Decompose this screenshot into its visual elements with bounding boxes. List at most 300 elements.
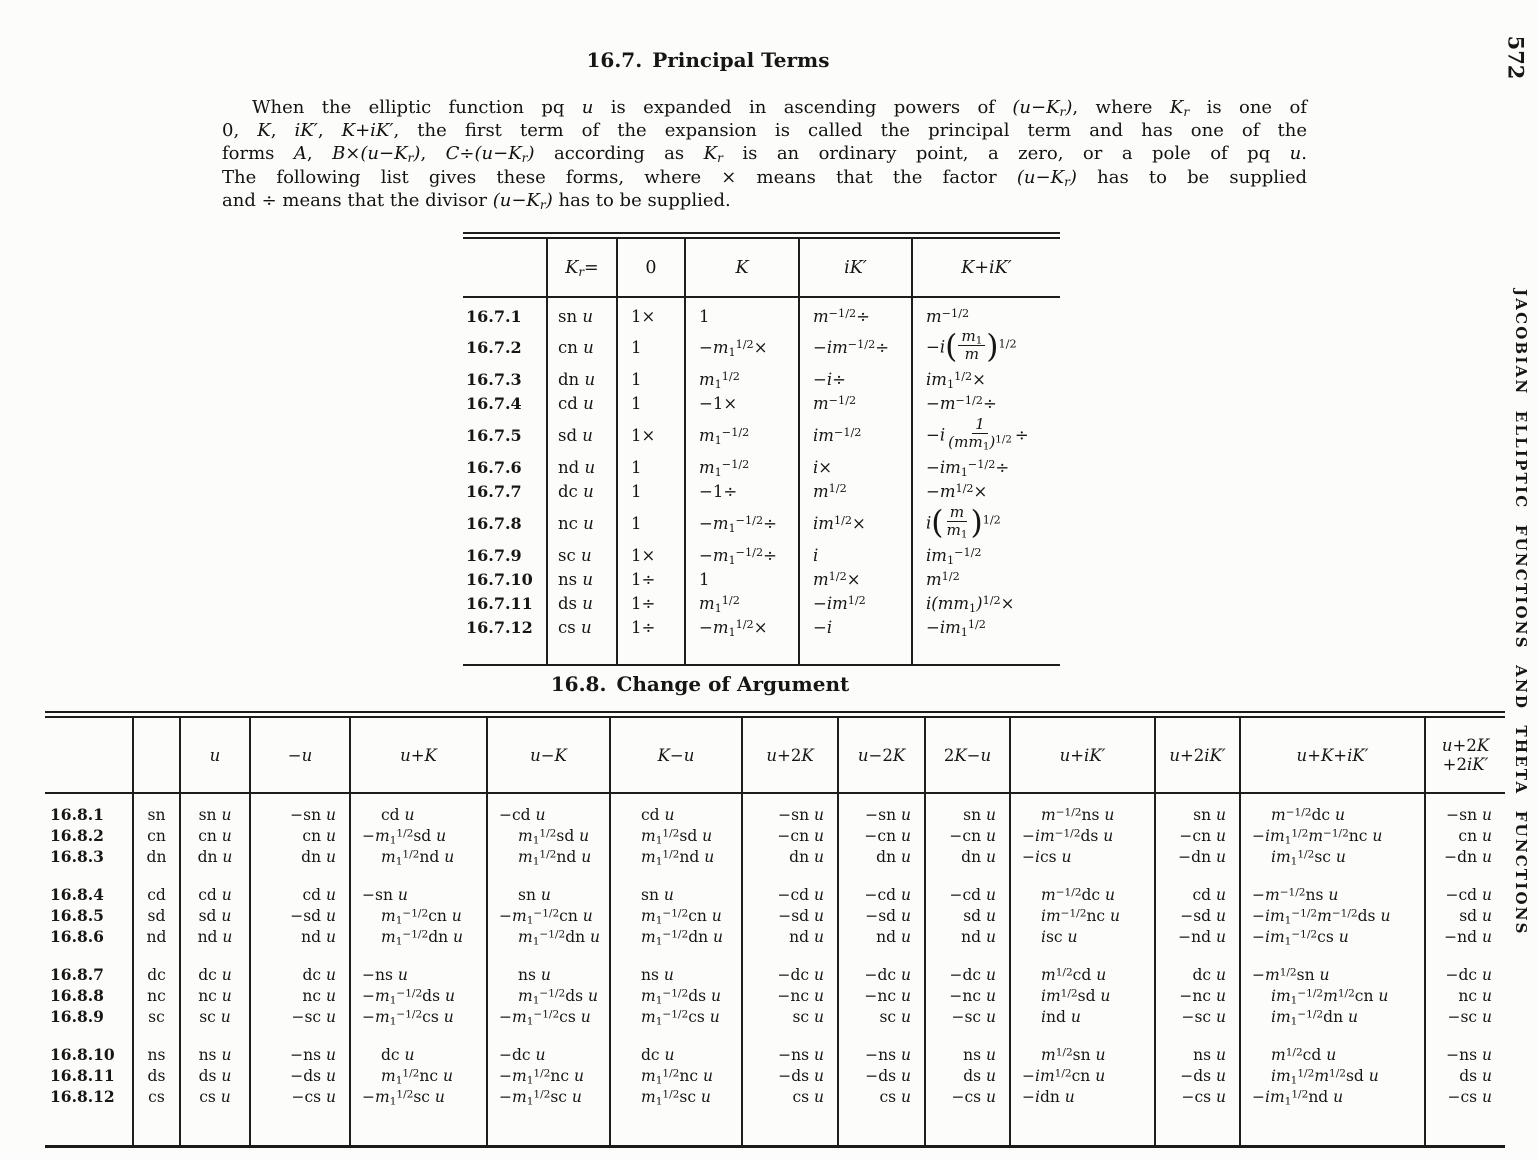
- column-header: u−2K: [838, 718, 925, 793]
- term-cell: i×: [799, 456, 912, 480]
- equation-number: 16.8.2: [50, 826, 104, 845]
- equation-number: 16.8.8: [50, 986, 104, 1005]
- table-row: [463, 368, 1060, 392]
- spacer-cell: [180, 1107, 250, 1147]
- spacer-cell: [1240, 793, 1425, 804]
- function-label: sn: [133, 804, 180, 825]
- term-cell: −i: [799, 616, 912, 640]
- column-header: iK′: [799, 239, 912, 297]
- value-cell: −sn u: [742, 804, 838, 825]
- spacer-cell: [350, 867, 487, 884]
- spacer-cell: [1010, 947, 1155, 964]
- corner-header: $K_r=$: [547, 239, 617, 297]
- value-cell: −sc u: [1425, 1006, 1505, 1027]
- intro-line: and ÷ means that the divisor $(u-K_r)$ has to be supplied.: [222, 189, 731, 212]
- spacer-cell: [742, 1107, 838, 1147]
- value-cell: ns u: [925, 1044, 1010, 1065]
- value-cell: $m_1^{-1/2}cs$ u: [610, 1006, 742, 1027]
- equation-number: 16.8.11: [50, 1066, 115, 1085]
- spacer-cell: [925, 867, 1010, 884]
- spacer-cell: [838, 947, 925, 964]
- value-cell: ns u: [610, 964, 742, 985]
- equation-number: 16.7.3: [466, 370, 522, 390]
- term-cell: 1: [617, 328, 685, 368]
- value-cell: nd u: [742, 926, 838, 947]
- value-cell: −cd u: [1425, 884, 1505, 905]
- value-cell: −ns u: [250, 1044, 350, 1065]
- value-cell: nc u: [250, 985, 350, 1006]
- spacer-cell: [610, 1107, 742, 1147]
- value-cell: cn u: [180, 825, 250, 846]
- intro-line: The following list gives these forms, where × means that the factor $(u-K_r)$ has to be supplied: [222, 166, 1307, 189]
- value-cell: $-m_1^{-1/2}ds$ u: [350, 985, 487, 1006]
- spacer-cell: [1010, 1027, 1155, 1044]
- value-cell: −dc u: [1425, 964, 1505, 985]
- value-cell: −nc u: [1155, 985, 1240, 1006]
- value-cell: dn u: [742, 846, 838, 867]
- value-cell: ds u: [180, 1065, 250, 1086]
- function-label: ds: [133, 1065, 180, 1086]
- value-cell: sd u: [925, 905, 1010, 926]
- value-cell: −dc u: [838, 964, 925, 985]
- value-cell: ns u: [1155, 1044, 1240, 1065]
- spacer-cell: [350, 1027, 487, 1044]
- value-cell: nd u: [925, 926, 1010, 947]
- function-label: dc u: [547, 480, 617, 504]
- value-cell: −nd u: [1425, 926, 1505, 947]
- value-cell: $-im_1^{-1/2}m^{-1/2}ds$ u: [1240, 905, 1425, 926]
- equation-number: 16.7.12: [466, 618, 533, 638]
- value-cell: −cd u: [838, 884, 925, 905]
- value-cell: −dn u: [1425, 846, 1505, 867]
- value-cell: −sc u: [925, 1006, 1010, 1027]
- column-header: 2K−u: [925, 718, 1010, 793]
- table-row: [45, 825, 1505, 846]
- value-cell: cs u: [742, 1086, 838, 1107]
- value-cell: −dc u: [925, 964, 1010, 985]
- value-cell: cn u: [1425, 825, 1505, 846]
- equation-number: 16.7.9: [466, 546, 522, 566]
- value-cell: $im^{-1/2}nc$ u: [1010, 905, 1155, 926]
- column-header: u+2K: [742, 718, 838, 793]
- double-rule: [45, 711, 1505, 718]
- equation-number: 16.7.5: [466, 426, 522, 446]
- value-cell: isc u: [1010, 926, 1155, 947]
- function-label: cn u: [547, 328, 617, 368]
- term-cell: $-m^{-1/2}\div$: [912, 392, 1060, 416]
- value-cell: −cd u: [742, 884, 838, 905]
- value-cell: −nc u: [925, 985, 1010, 1006]
- value-cell: dc u: [180, 964, 250, 985]
- table-row: [45, 846, 1505, 867]
- value-cell: $-im^{1/2}cn$ u: [1010, 1065, 1155, 1086]
- value-cell: −cn u: [838, 825, 925, 846]
- equation-number: 16.8.1: [50, 805, 104, 824]
- column-header: K: [685, 239, 799, 297]
- spacer-cell: [180, 867, 250, 884]
- equation-number: 16.8.12: [50, 1087, 115, 1106]
- spacer-cell: [1010, 793, 1155, 804]
- value-cell: −nc u: [838, 985, 925, 1006]
- table-row: [463, 592, 1060, 616]
- stacked-fraction: $\frac{m_1}{m}$: [958, 328, 985, 364]
- value-cell: $m_1^{-1/2}dn$ u: [350, 926, 487, 947]
- value-cell: $m_1^{-1/2}cn$ u: [350, 905, 487, 926]
- spacer-cell: [617, 640, 685, 665]
- value-cell: −ns u: [350, 964, 487, 985]
- term-cell: i( $\frac{m}{m_1}$ )$^{1/2}$: [912, 504, 1060, 544]
- value-cell: −dn u: [1155, 846, 1240, 867]
- equation-number: 16.8.7: [50, 965, 104, 984]
- value-cell: cd u: [350, 804, 487, 825]
- equation-number: 16.7.4: [466, 394, 522, 414]
- term-cell: 1: [685, 297, 799, 328]
- equation-number: 16.8.10: [50, 1045, 115, 1064]
- spacer-cell: [685, 640, 799, 665]
- value-cell: sd u: [1425, 905, 1505, 926]
- term-cell: $m^{-1/2}$: [912, 297, 1060, 328]
- spacer-cell: [742, 867, 838, 884]
- value-cell: −ns u: [838, 1044, 925, 1065]
- spacer-cell: [1155, 1107, 1240, 1147]
- spacer-cell: [133, 947, 180, 964]
- term-cell: $im^{1/2}\times$: [799, 504, 912, 544]
- function-label: nd u: [547, 456, 617, 480]
- equation-number: 16.7.8: [466, 514, 522, 534]
- value-cell: $-m^{1/2}sn$ u: [1240, 964, 1425, 985]
- value-cell: $m^{-1/2}ns$ u: [1010, 804, 1155, 825]
- value-cell: nd u: [180, 926, 250, 947]
- value-cell: nd u: [838, 926, 925, 947]
- table-row: [45, 884, 1505, 905]
- spacer-cell: [610, 1027, 742, 1044]
- term-cell: 1÷: [617, 592, 685, 616]
- value-cell: −ds u: [250, 1065, 350, 1086]
- term-cell: $i(mm_1)^{1/2}\times$: [912, 592, 1060, 616]
- table-row: [45, 804, 1505, 825]
- value-cell: sc u: [180, 1006, 250, 1027]
- function-label: cs: [133, 1086, 180, 1107]
- term-cell: $m_1^{1/2}$: [685, 368, 799, 392]
- change-of-argument-table-wrap: [45, 711, 1505, 1148]
- value-cell: $-m_1^{1/2}sc$ u: [350, 1086, 487, 1107]
- spacer-cell: [45, 947, 133, 964]
- value-cell: −sn u: [350, 884, 487, 905]
- spacer-cell: [487, 947, 610, 964]
- spacer-cell: [1240, 1027, 1425, 1044]
- value-cell: −cd u: [487, 804, 610, 825]
- value-cell: $-m_1^{1/2}sd$ u: [350, 825, 487, 846]
- value-cell: nc u: [180, 985, 250, 1006]
- value-cell: −cs u: [925, 1086, 1010, 1107]
- term-cell: 1÷: [617, 616, 685, 640]
- column-header: K−u: [610, 718, 742, 793]
- value-cell: $m^{1/2}cd$ u: [1240, 1044, 1425, 1065]
- term-cell: 1: [617, 456, 685, 480]
- function-label: nd: [133, 926, 180, 947]
- column-header: u+K: [350, 718, 487, 793]
- spacer-cell: [1155, 867, 1240, 884]
- running-head: JACOBIAN ELLIPTIC FUNCTIONS AND THETA FUNCTIONS: [1512, 289, 1530, 936]
- value-cell: $-m_1^{-1/2}cs$ u: [350, 1006, 487, 1027]
- function-label: ds u: [547, 592, 617, 616]
- value-cell: −nd u: [1155, 926, 1240, 947]
- value-cell: ns u: [487, 964, 610, 985]
- value-cell: −ds u: [742, 1065, 838, 1086]
- equation-number: 16.7.7: [466, 482, 522, 502]
- spacer-cell: [350, 793, 487, 804]
- term-cell: 1×: [617, 297, 685, 328]
- value-cell: dc u: [610, 1044, 742, 1065]
- value-cell: $m^{1/2}cd$ u: [1010, 964, 1155, 985]
- value-cell: sc u: [742, 1006, 838, 1027]
- table-row: [45, 1086, 1505, 1107]
- value-cell: $-im_1^{-1/2}cs$ u: [1240, 926, 1425, 947]
- value-cell: $m_1^{-1/2}cn$ u: [610, 905, 742, 926]
- value-cell: −sc u: [250, 1006, 350, 1027]
- value-cell: $-m^{-1/2}ns$ u: [1240, 884, 1425, 905]
- intro-line: When the elliptic function pq u is expanded in ascending powers of $(u-K_r)$, where $K_r$ is one of: [252, 97, 1307, 120]
- spacer-cell: [180, 1027, 250, 1044]
- table-row: [463, 544, 1060, 568]
- spacer-cell: [1010, 1107, 1155, 1147]
- value-cell: $im^{1/2}sd$ u: [1010, 985, 1155, 1006]
- term-cell: $im_1^{1/2}\times$: [912, 368, 1060, 392]
- corner-blank: [45, 718, 133, 793]
- value-cell: $m_1^{1/2}nc$ u: [610, 1065, 742, 1086]
- term-cell: $m^{-1/2}$: [799, 392, 912, 416]
- value-cell: −cn u: [925, 825, 1010, 846]
- column-header: K+iK′: [912, 239, 1060, 297]
- value-cell: −cd u: [925, 884, 1010, 905]
- spacer-cell: [838, 793, 925, 804]
- value-cell: dn u: [180, 846, 250, 867]
- spacer-cell: [925, 1027, 1010, 1044]
- function-label: sc: [133, 1006, 180, 1027]
- term-cell: $-im_1^{-1/2}\div$: [912, 456, 1060, 480]
- value-cell: dc u: [250, 964, 350, 985]
- value-cell: −ns u: [1425, 1044, 1505, 1065]
- spacer-cell: [742, 947, 838, 964]
- value-cell: −sd u: [250, 905, 350, 926]
- value-cell: −cs u: [250, 1086, 350, 1107]
- spacer-cell: [487, 1107, 610, 1147]
- equation-number: 16.7.10: [466, 570, 533, 590]
- value-cell: sn u: [487, 884, 610, 905]
- column-header: −u: [250, 718, 350, 793]
- column-header: u+K+iK′: [1240, 718, 1425, 793]
- term-cell: −i $\frac{1}{(mm_1)^{1/2}}$ ÷: [912, 416, 1060, 456]
- term-cell: $m^{1/2}$: [799, 480, 912, 504]
- equation-number: 16.7.6: [466, 458, 522, 478]
- spacer-cell: [133, 1027, 180, 1044]
- term-cell: $m^{-1/2}\div$: [799, 297, 912, 328]
- header-row: [45, 718, 1505, 793]
- term-cell: −i÷: [799, 368, 912, 392]
- spacer-cell: [610, 793, 742, 804]
- column-header: u−K: [487, 718, 610, 793]
- term-cell: −i( $\frac{m_1}{m}$ )$^{1/2}$: [912, 328, 1060, 368]
- value-cell: −dc u: [487, 1044, 610, 1065]
- value-cell: −ds u: [838, 1065, 925, 1086]
- value-cell: $m_1^{-1/2}ds$ u: [610, 985, 742, 1006]
- term-cell: $im_1^{-1/2}$: [912, 544, 1060, 568]
- value-cell: cn u: [250, 825, 350, 846]
- stacked-fraction: $\frac{1}{(mm_1)^{1/2}}$: [948, 414, 1012, 453]
- term-cell: 1×: [617, 416, 685, 456]
- column-header: u: [180, 718, 250, 793]
- spacer-cell: [133, 793, 180, 804]
- value-cell: $m^{-1/2}dc$ u: [1240, 804, 1425, 825]
- table-row: [45, 1006, 1505, 1027]
- term-cell: $m_1^{-1/2}$: [685, 456, 799, 480]
- term-cell: $m_1^{-1/2}$: [685, 416, 799, 456]
- value-cell: $m^{1/2}sn$ u: [1010, 1044, 1155, 1065]
- value-cell: $-m_1^{1/2}sc$ u: [487, 1086, 610, 1107]
- spacer-cell: [250, 867, 350, 884]
- value-cell: −sn u: [1425, 804, 1505, 825]
- column-header: u+2iK′: [1155, 718, 1240, 793]
- spacer-cell: [133, 867, 180, 884]
- spacer-cell: [133, 1107, 180, 1147]
- spacer-cell: [487, 867, 610, 884]
- spacer-row: [45, 1027, 1505, 1044]
- value-cell: nd u: [250, 926, 350, 947]
- page-number: 572: [1503, 35, 1529, 80]
- term-cell: $-m_1^{1/2}\times$: [685, 328, 799, 368]
- spacer-cell: [463, 640, 547, 665]
- table-row: [463, 328, 1060, 368]
- spacer-cell: [1155, 793, 1240, 804]
- value-cell: $m_1^{-1/2}ds$ u: [487, 985, 610, 1006]
- spacer-cell: [250, 1027, 350, 1044]
- value-cell: sn u: [180, 804, 250, 825]
- function-label: sd: [133, 905, 180, 926]
- spacer-cell: [250, 1107, 350, 1147]
- value-cell: −cs u: [1425, 1086, 1505, 1107]
- table-row: [45, 926, 1505, 947]
- value-cell: ds u: [925, 1065, 1010, 1086]
- spacer-cell: [1155, 947, 1240, 964]
- function-label: sc u: [547, 544, 617, 568]
- spacer-cell: [350, 947, 487, 964]
- term-cell: $-m_1^{-1/2}\div$: [685, 504, 799, 544]
- spacer-cell: [180, 947, 250, 964]
- spacer-row: [45, 1107, 1505, 1147]
- value-cell: $m^{-1/2}dc$ u: [1010, 884, 1155, 905]
- spacer-cell: [45, 1107, 133, 1147]
- function-label: cd u: [547, 392, 617, 416]
- function-label: ns u: [547, 568, 617, 592]
- value-cell: −sd u: [838, 905, 925, 926]
- spacer-row: [45, 947, 1505, 964]
- spacer-cell: [1155, 1027, 1240, 1044]
- equation-number: 16.8.9: [50, 1007, 104, 1026]
- value-cell: cd u: [1155, 884, 1240, 905]
- term-cell: 1: [617, 392, 685, 416]
- table-row: [463, 392, 1060, 416]
- value-cell: −ns u: [742, 1044, 838, 1065]
- function-label: nc u: [547, 504, 617, 544]
- value-cell: −sd u: [1155, 905, 1240, 926]
- term-cell: $-m_1^{1/2}\times$: [685, 616, 799, 640]
- term-cell: −1÷: [685, 480, 799, 504]
- function-label: sd u: [547, 416, 617, 456]
- value-cell: $-m_1^{1/2}nc$ u: [487, 1065, 610, 1086]
- value-cell: −sn u: [838, 804, 925, 825]
- term-cell: 1×: [617, 544, 685, 568]
- value-cell: $m_1^{1/2}sd$ u: [487, 825, 610, 846]
- value-cell: $m_1^{1/2}nc$ u: [350, 1065, 487, 1086]
- spacer-cell: [250, 947, 350, 964]
- value-cell: dn u: [250, 846, 350, 867]
- spacer-cell: [1425, 947, 1505, 964]
- term-cell: $-im^{-1/2}\div$: [799, 328, 912, 368]
- corner-blank: [133, 718, 180, 793]
- spacer-cell: [250, 793, 350, 804]
- value-cell: −nc u: [742, 985, 838, 1006]
- term-cell: $-m_1^{-1/2}\div$: [685, 544, 799, 568]
- spacer-row: [463, 640, 1060, 665]
- spacer-cell: [1425, 793, 1505, 804]
- value-cell: −ics u: [1010, 846, 1155, 867]
- spacer-cell: [45, 867, 133, 884]
- value-cell: $-im_1^{1/2}nd$ u: [1240, 1086, 1425, 1107]
- spacer-cell: [838, 867, 925, 884]
- column-header: u+iK′: [1010, 718, 1155, 793]
- function-label: dc: [133, 964, 180, 985]
- function-label: cd: [133, 884, 180, 905]
- spacer-cell: [925, 947, 1010, 964]
- value-cell: sn u: [925, 804, 1010, 825]
- equation-number: 16.8.4: [50, 885, 104, 904]
- value-cell: $m_1^{1/2}nd$ u: [350, 846, 487, 867]
- term-cell: $m^{1/2}\times$: [799, 568, 912, 592]
- value-cell: nc u: [1425, 985, 1505, 1006]
- table-row: [463, 416, 1060, 456]
- value-cell: $-m_1^{-1/2}cn$ u: [487, 905, 610, 926]
- corner-blank: [463, 239, 547, 297]
- term-cell: 1÷: [617, 568, 685, 592]
- equation-number: 16.7.1: [466, 306, 522, 326]
- value-cell: $m_1^{1/2}nd$ u: [610, 846, 742, 867]
- table-row: [45, 985, 1505, 1006]
- value-cell: −idn u: [1010, 1086, 1155, 1107]
- spacer-cell: [1240, 947, 1425, 964]
- spacer-cell: [610, 947, 742, 964]
- equation-number: 16.8.3: [50, 847, 104, 866]
- term-cell: $-im_1^{1/2}$: [912, 616, 1060, 640]
- value-cell: −sn u: [250, 804, 350, 825]
- term-cell: $-im^{1/2}$: [799, 592, 912, 616]
- value-cell: $im_1^{-1/2}dn$ u: [1240, 1006, 1425, 1027]
- value-cell: $-im_1^{1/2}m^{-1/2}nc$ u: [1240, 825, 1425, 846]
- equation-number: 16.7.11: [466, 594, 533, 614]
- change-of-argument-table: [45, 718, 1505, 1148]
- value-cell: dc u: [350, 1044, 487, 1065]
- value-cell: dn u: [838, 846, 925, 867]
- spacer-cell: [838, 1107, 925, 1147]
- term-cell: −1×: [685, 392, 799, 416]
- value-cell: cd u: [180, 884, 250, 905]
- value-cell: $im_1^{1/2}m^{1/2}sd$ u: [1240, 1065, 1425, 1086]
- spacer-cell: [1425, 1027, 1505, 1044]
- intro-line: forms A, $B\times(u-K_r)$, $C\div(u-K_r)$ according as $K_r$ is an ordinary point, a zero, or a pole of pq u.: [222, 143, 1307, 166]
- value-cell: sn u: [1155, 804, 1240, 825]
- spacer-cell: [1240, 867, 1425, 884]
- table-row: [45, 1044, 1505, 1065]
- value-cell: dc u: [1155, 964, 1240, 985]
